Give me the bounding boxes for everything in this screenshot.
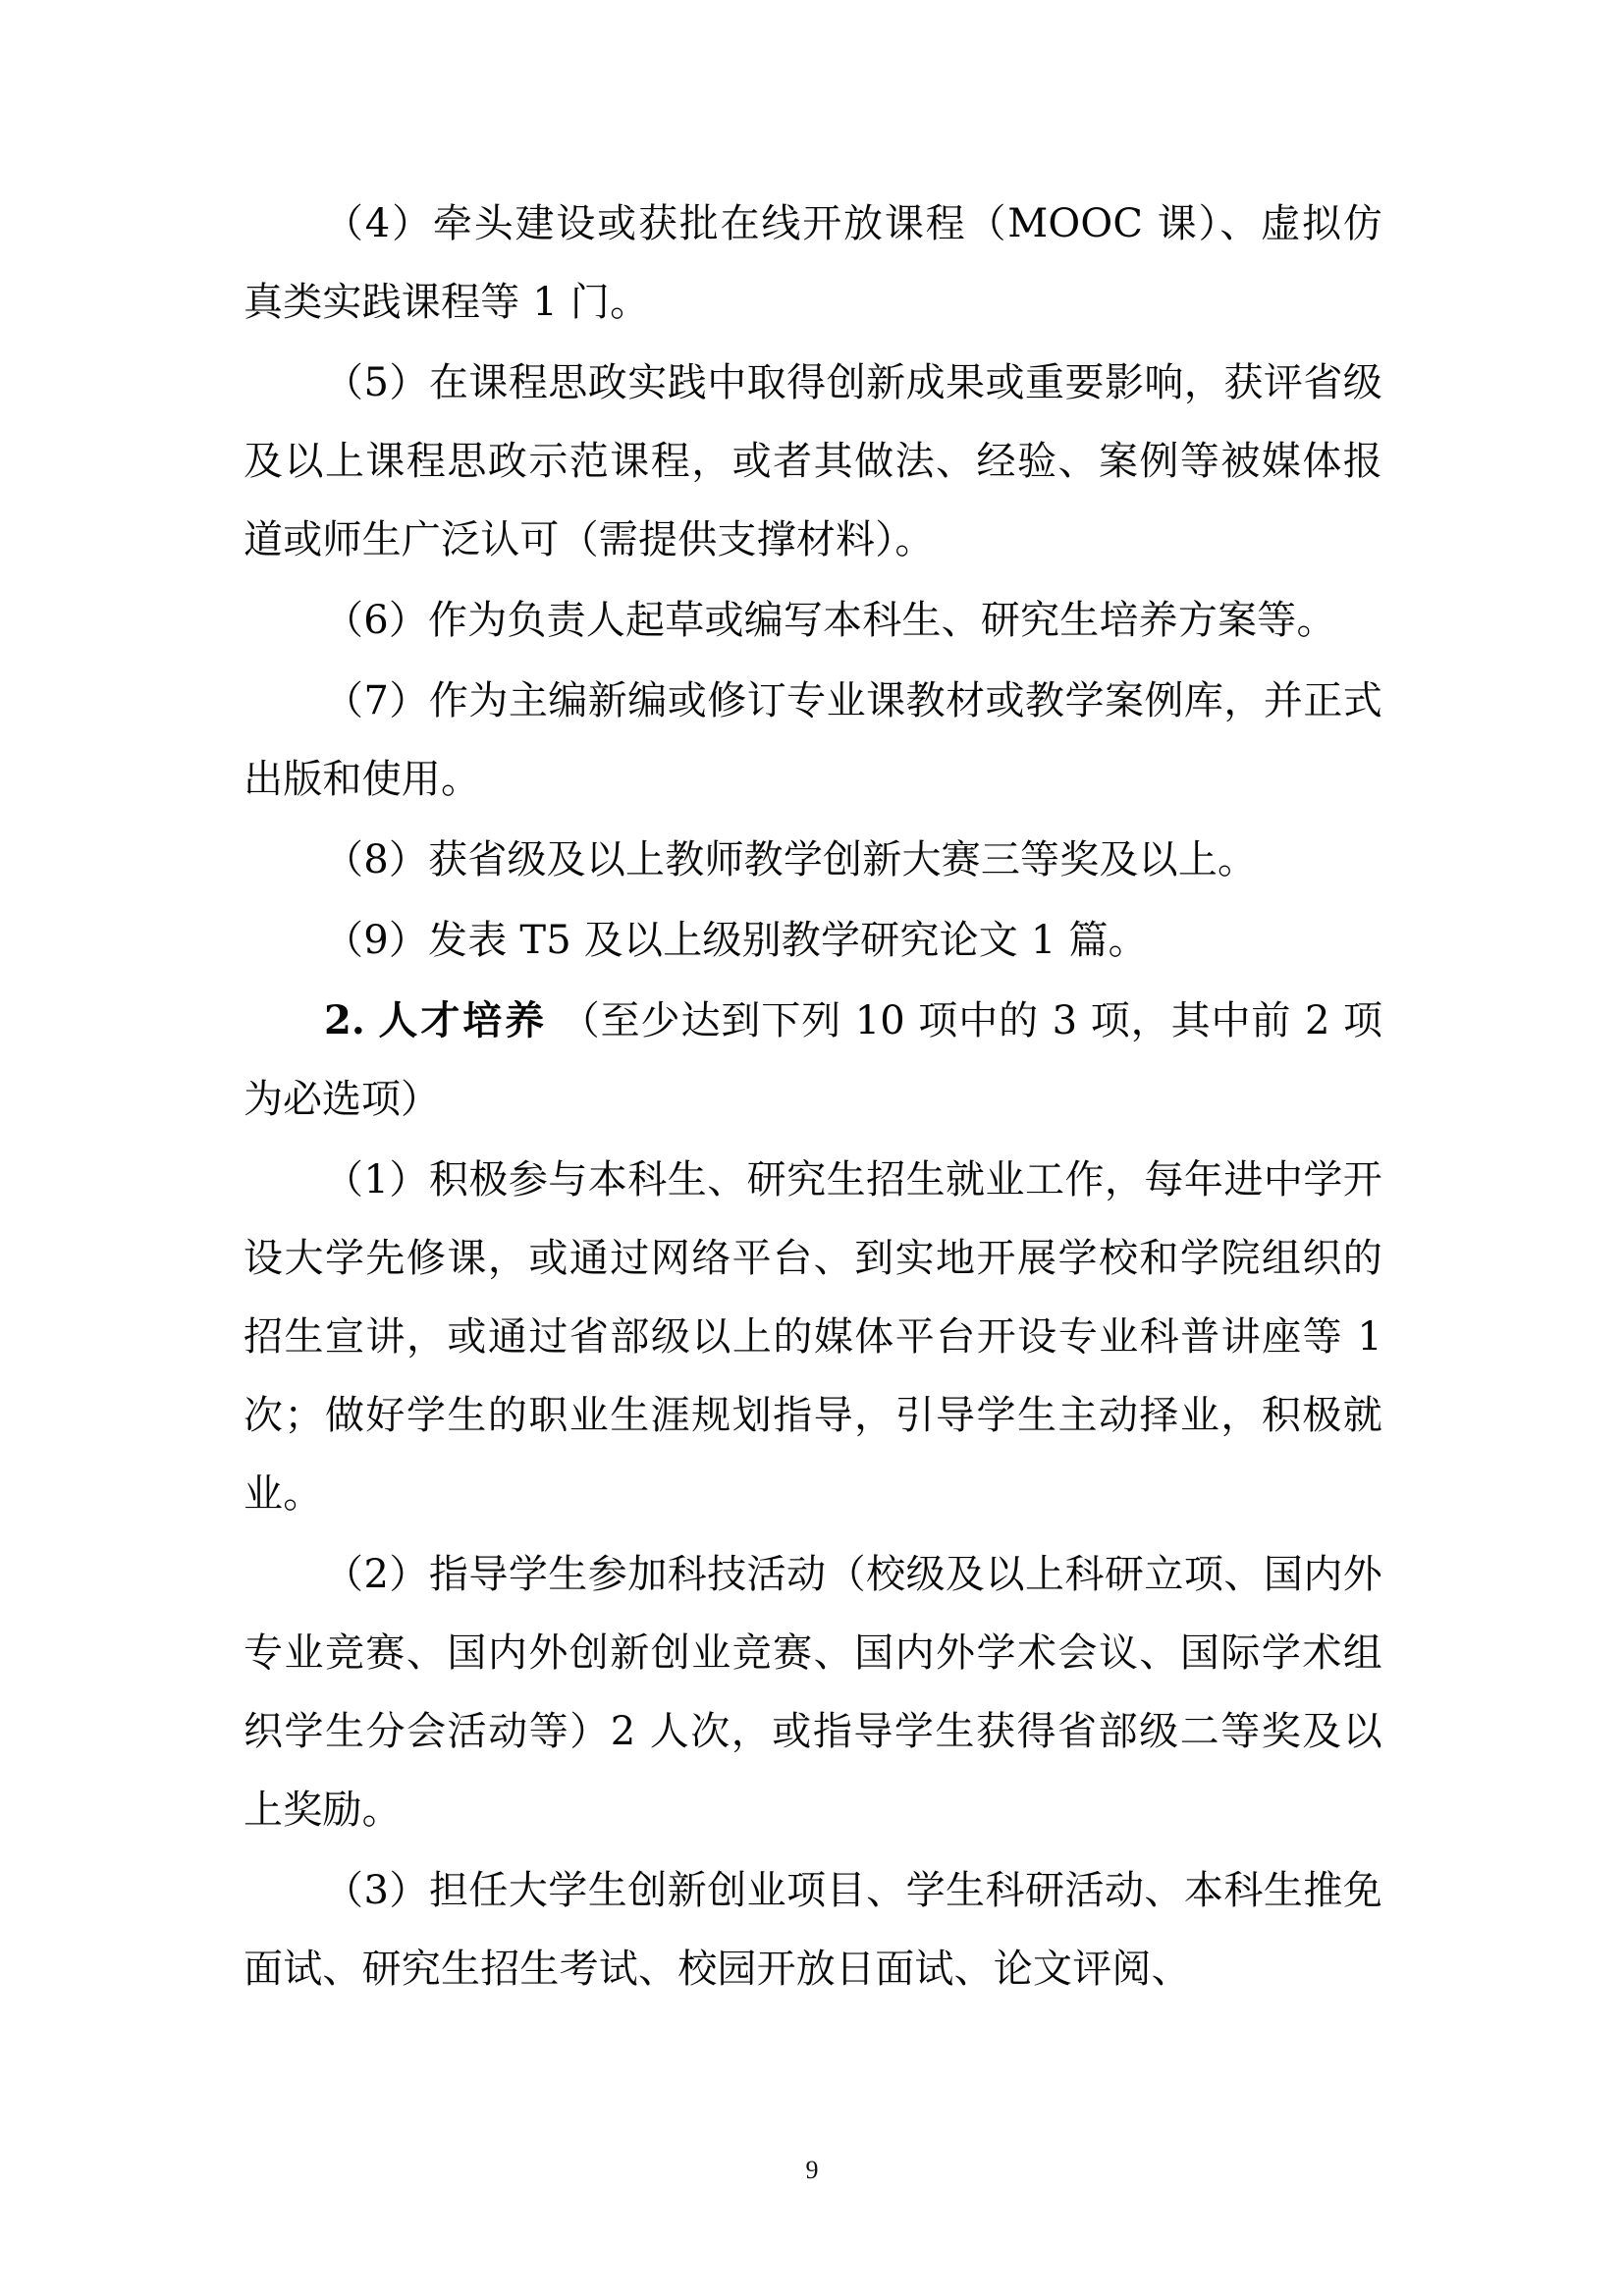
section-heading-talent-cultivation — [244, 982, 1382, 1139]
section-heading-qualifier: （至少达到下列 10 项中的 3 项，其中前 2 项为必选项） — [244, 998, 1383, 1122]
paragraph-item-2-3: （3）担任大学生创新创业项目、学生科研活动、本科生推免面试、研究生招生考试、校园开放日面试、论文评阅、 — [244, 1868, 1382, 1992]
paragraph-item-9: （9）发表 T5 及以上级别教学研究论文 1 篇。 — [324, 918, 1148, 963]
paragraph-item-4: （4）牵头建设或获批在线开放课程（MOOC 课）、虚拟仿真类实践课程等 1 门。 — [244, 201, 1382, 325]
document-body — [244, 185, 1382, 2010]
page-number: 9 — [805, 2156, 819, 2184]
section-heading-title: 人才培养 — [378, 997, 548, 1043]
paragraph-item-6: （6）作为负责人起草或编写本科生、研究生培养方案等。 — [324, 598, 1336, 643]
section-heading-number: 2. — [324, 997, 365, 1043]
paragraph-item-2-1: （1）积极参与本科生、研究生招生就业工作，每年进中学开设大学先修课，或通过网络平台、到实地开展学校和学院组织的招生宣讲，或通过省部级以上的媒体平台开设专业科普讲座等 1 次；做好学生的职业生涯规划指导，引导学生主动择业，积极就业。 — [244, 1157, 1382, 1517]
paragraph-item-2-2: （2）指导学生参加科技活动（校级及以上科研立项、国内外专业竞赛、国内外创新创业竞赛、国内外学术会议、国际学术组织学生分会活动等）2 人次，或指导学生获得省部级二等奖及以上奖励。 — [244, 1552, 1382, 1833]
paragraph-item-7: （7）作为主编新编或修订专业课教材或教学案例库，并正式出版和使用。 — [244, 678, 1382, 802]
paragraph-item-8: （8）获省级及以上教师教学创新大赛三等奖及以上。 — [324, 837, 1258, 882]
paragraph-item-5: （5）在课程思政实践中取得创新成果或重要影响，获评省级及以上课程思政示范课程，或者其做法、经验、案例等被媒体报道或师生广泛认可（需提供支撑材料）。 — [244, 360, 1382, 562]
